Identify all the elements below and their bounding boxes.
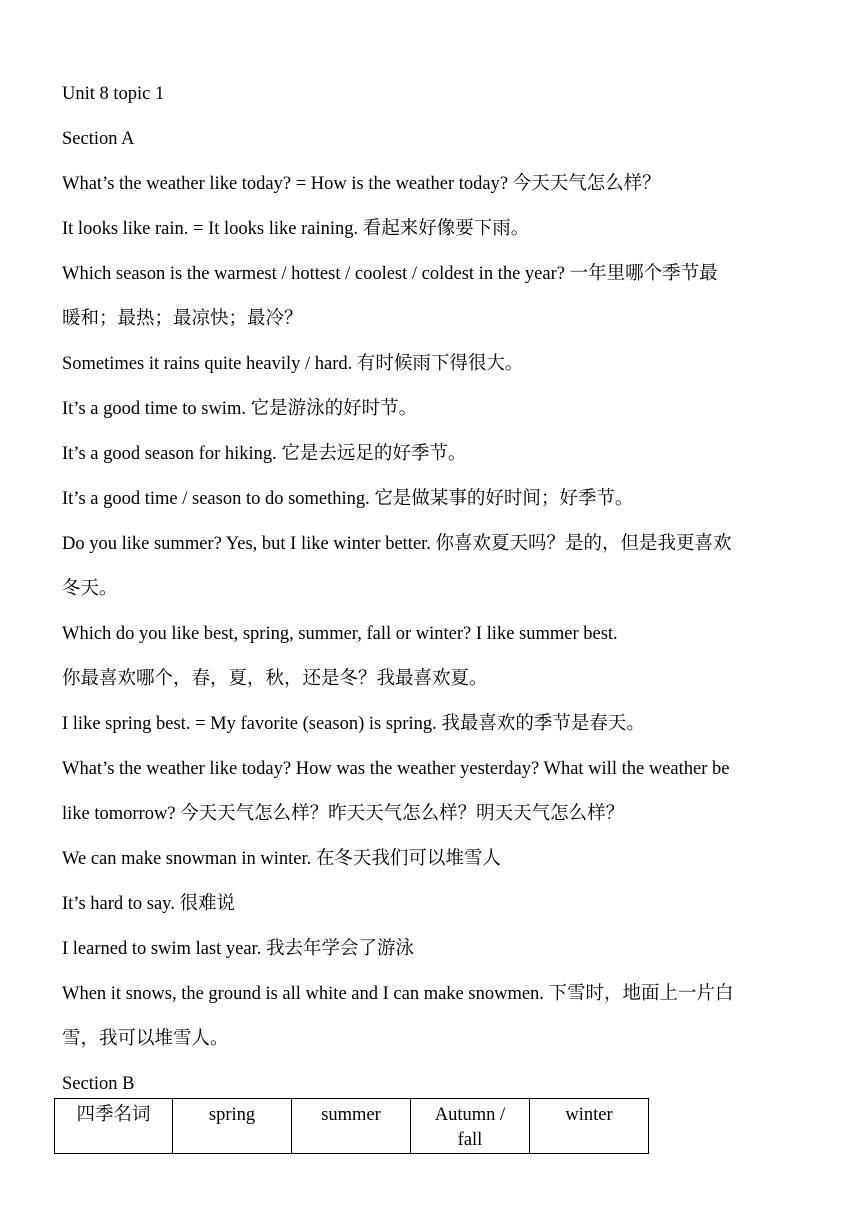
text-line: It’s a good time to swim. 它是游泳的好时节。 xyxy=(62,399,418,419)
text-line: 暖和；最热；最凉快；最冷？ xyxy=(62,309,303,329)
text-line: Do you like summer? Yes, but I like winter better. 你喜欢夏天吗？是的，但是我更喜欢 xyxy=(62,534,732,554)
section-heading-a: Section A xyxy=(62,129,135,149)
text-line: It’s a good time / season to do something. 它是做某事的好时间；好季节。 xyxy=(62,489,634,509)
text-line: like tomorrow? 今天天气怎么样？昨天天气怎么样？明天天气怎么样？ xyxy=(62,804,625,824)
seasons-table xyxy=(54,1098,649,1154)
text-line: 冬天。 xyxy=(62,579,118,599)
table-row xyxy=(55,1099,649,1154)
doc-title: Unit 8 topic 1 xyxy=(62,84,165,104)
table-cell: summer xyxy=(292,1099,411,1154)
text-line: 雪，我可以堆雪人。 xyxy=(62,1029,229,1049)
text-line: Which do you like best, spring, summer, fall or winter? I like summer best. xyxy=(62,624,618,644)
table-cell-text: Autumn / fall xyxy=(434,1105,506,1150)
text-line: When it snows, the ground is all white and I can make snowmen. 下雪时，地面上一片白 xyxy=(62,984,734,1004)
table-cell xyxy=(411,1099,530,1154)
text-line: Which season is the warmest / hottest / coolest / coldest in the year? 一年里哪个季节最 xyxy=(62,264,718,284)
text-line: I like spring best. = My favorite (season) is spring. 我最喜欢的季节是春天。 xyxy=(62,714,645,734)
text-line: I learned to swim last year. 我去年学会了游泳 xyxy=(62,939,414,959)
document-body xyxy=(62,72,807,1107)
text-line: Sometimes it rains quite heavily / hard. 有时候雨下得很大。 xyxy=(62,354,524,374)
table-cell: winter xyxy=(530,1099,649,1154)
section-heading-b: Section B xyxy=(62,1074,135,1094)
text-line: It’s a good season for hiking. 它是去远足的好季节。 xyxy=(62,444,467,464)
text-line: 你最喜欢哪个，春，夏，秋，还是冬？我最喜欢夏。 xyxy=(62,669,488,689)
text-line: What’s the weather like today? = How is the weather today? 今天天气怎么样？ xyxy=(62,174,661,194)
text-line: What’s the weather like today? How was the weather yesterday? What will the weather be xyxy=(62,759,730,779)
table-cell-header: 四季名词 xyxy=(55,1099,173,1154)
text-line: We can make snowman in winter. 在冬天我们可以堆雪人 xyxy=(62,849,501,869)
text-line: It’s hard to say. 很难说 xyxy=(62,894,235,914)
table-cell: spring xyxy=(173,1099,292,1154)
text-line: It looks like rain. = It looks like raining. 看起来好像要下雨。 xyxy=(62,219,530,239)
